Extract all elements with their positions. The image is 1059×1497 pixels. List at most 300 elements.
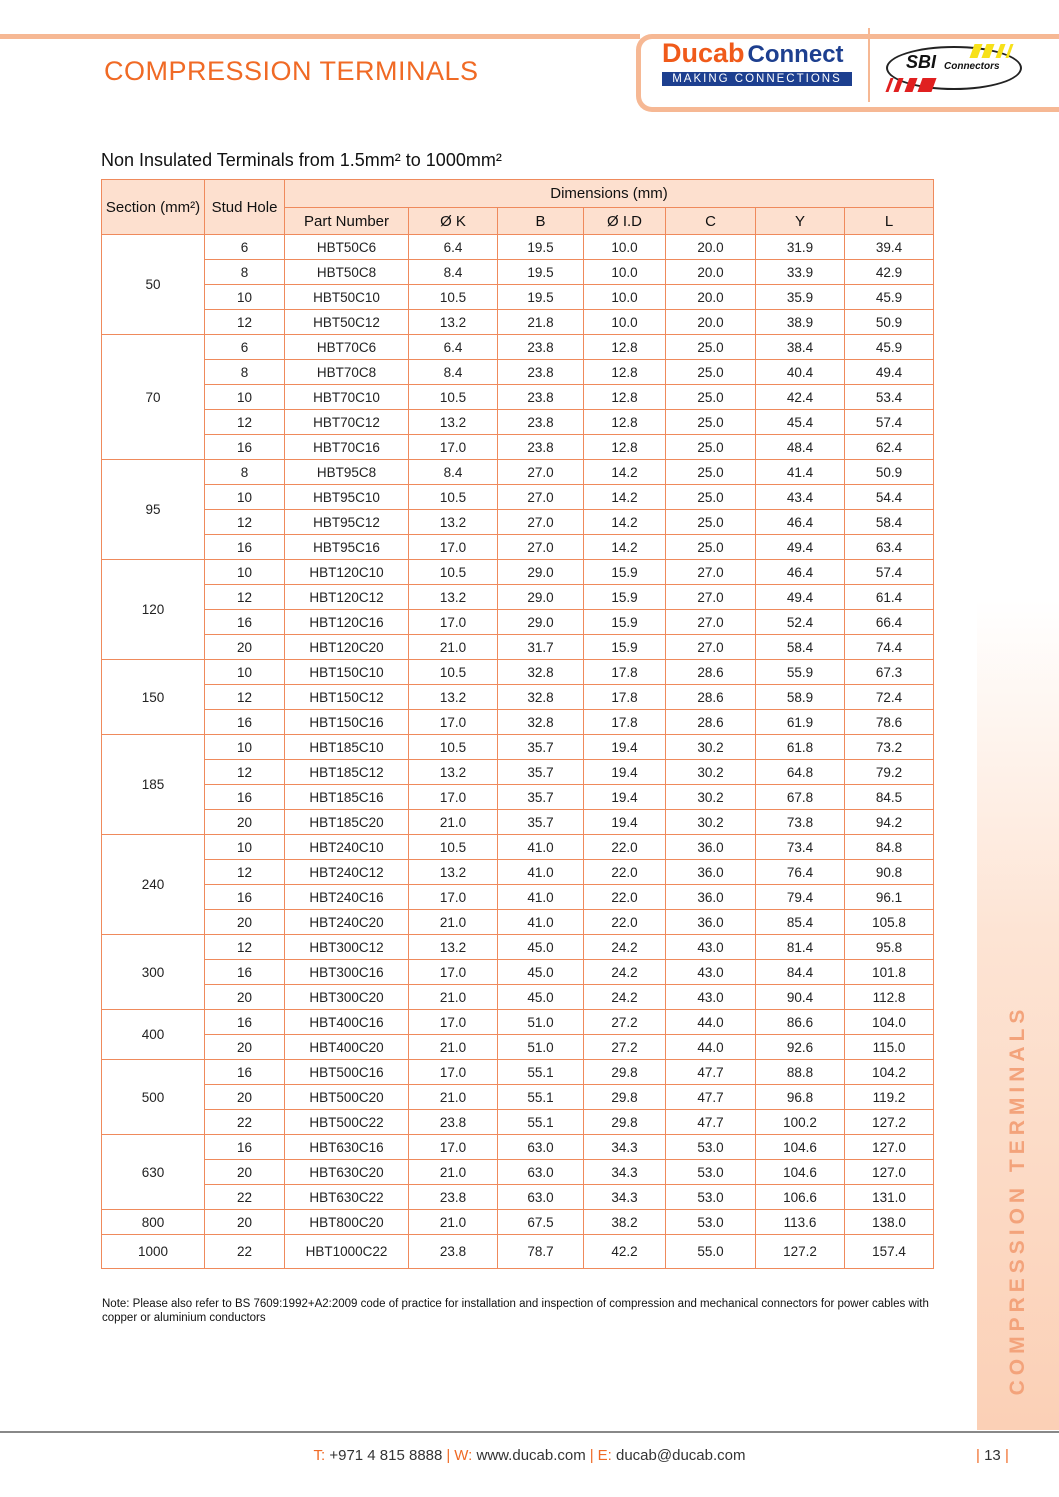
cell-l: 101.8 <box>845 960 934 985</box>
cell-k: 17.0 <box>409 1135 498 1160</box>
cell-y: 43.4 <box>756 485 845 510</box>
cell-k: 17.0 <box>409 535 498 560</box>
cell-stud-hole: 12 <box>205 685 285 710</box>
page-number-value: 13 <box>984 1447 1001 1464</box>
connect-logo-word: Connect <box>747 41 844 68</box>
cell-stud-hole: 10 <box>205 385 285 410</box>
table-row <box>102 710 934 735</box>
page-number: | 13 | <box>976 1447 1009 1464</box>
cell-y: 100.2 <box>756 1110 845 1135</box>
cell-b: 27.0 <box>498 510 584 535</box>
cell-stud-hole: 20 <box>205 1035 285 1060</box>
cell-y: 81.4 <box>756 935 845 960</box>
cell-k: 23.8 <box>409 1110 498 1135</box>
cell-id: 42.2 <box>584 1235 666 1269</box>
cell-l: 115.0 <box>845 1035 934 1060</box>
cell-k: 17.0 <box>409 1010 498 1035</box>
cell-section: 150 <box>102 660 205 735</box>
cell-l: 45.9 <box>845 335 934 360</box>
cell-section: 70 <box>102 335 205 460</box>
cell-k: 17.0 <box>409 1060 498 1085</box>
ducab-tagline: MAKING CONNECTIONS <box>662 72 852 86</box>
cell-part-number: HBT120C12 <box>285 585 409 610</box>
header-dimensions: Dimensions (mm) <box>285 180 934 208</box>
cell-stud-hole: 8 <box>205 360 285 385</box>
cell-b: 51.0 <box>498 1010 584 1035</box>
cell-id: 34.3 <box>584 1185 666 1210</box>
cell-part-number: HBT120C16 <box>285 610 409 635</box>
cell-k: 17.0 <box>409 785 498 810</box>
cell-k: 13.2 <box>409 860 498 885</box>
table-row <box>102 935 934 960</box>
cell-y: 79.4 <box>756 885 845 910</box>
header-part-number: Part Number <box>285 208 409 235</box>
table-row <box>102 585 934 610</box>
cell-part-number: HBT70C16 <box>285 435 409 460</box>
cell-k: 21.0 <box>409 810 498 835</box>
cell-b: 27.0 <box>498 460 584 485</box>
sbi-logo-sub: Connectors <box>944 61 1000 72</box>
cell-y: 41.4 <box>756 460 845 485</box>
cell-b: 19.5 <box>498 235 584 260</box>
cell-y: 73.4 <box>756 835 845 860</box>
cell-id: 27.2 <box>584 1010 666 1035</box>
cell-stud-hole: 22 <box>205 1110 285 1135</box>
cell-section: 50 <box>102 235 205 335</box>
cell-l: 67.3 <box>845 660 934 685</box>
header-b: B <box>498 208 584 235</box>
cell-k: 10.5 <box>409 285 498 310</box>
cell-b: 51.0 <box>498 1035 584 1060</box>
table-row <box>102 1185 934 1210</box>
cell-section: 95 <box>102 460 205 560</box>
cell-id: 22.0 <box>584 835 666 860</box>
cell-id: 17.8 <box>584 685 666 710</box>
cell-k: 21.0 <box>409 985 498 1010</box>
table-row <box>102 1160 934 1185</box>
cell-part-number: HBT630C20 <box>285 1160 409 1185</box>
cell-c: 36.0 <box>666 910 756 935</box>
cell-l: 73.2 <box>845 735 934 760</box>
ducab-logo-word: Ducab <box>662 38 745 68</box>
cell-y: 73.8 <box>756 810 845 835</box>
cell-stud-hole: 12 <box>205 935 285 960</box>
cell-c: 25.0 <box>666 410 756 435</box>
cell-k: 21.0 <box>409 1160 498 1185</box>
sbi-stripe-icon <box>885 78 893 92</box>
cell-id: 24.2 <box>584 985 666 1010</box>
cell-k: 10.5 <box>409 485 498 510</box>
cell-k: 17.0 <box>409 610 498 635</box>
cell-c: 43.0 <box>666 960 756 985</box>
cell-section: 400 <box>102 1010 205 1060</box>
cell-l: 50.9 <box>845 460 934 485</box>
web-label: W: <box>454 1447 473 1464</box>
cell-l: 62.4 <box>845 435 934 460</box>
table-row <box>102 885 934 910</box>
cell-id: 34.3 <box>584 1135 666 1160</box>
cell-y: 48.4 <box>756 435 845 460</box>
header-c: C <box>666 208 756 235</box>
cell-c: 25.0 <box>666 385 756 410</box>
cell-section: 300 <box>102 935 205 1010</box>
cell-l: 105.8 <box>845 910 934 935</box>
cell-b: 67.5 <box>498 1210 584 1235</box>
cell-l: 157.4 <box>845 1235 934 1269</box>
cell-id: 10.0 <box>584 260 666 285</box>
tel-value: +971 4 815 8888 <box>329 1447 443 1464</box>
cell-y: 40.4 <box>756 360 845 385</box>
cell-part-number: HBT50C10 <box>285 285 409 310</box>
cell-id: 17.8 <box>584 660 666 685</box>
cell-id: 24.2 <box>584 935 666 960</box>
cell-stud-hole: 10 <box>205 735 285 760</box>
cell-b: 23.8 <box>498 335 584 360</box>
cell-y: 49.4 <box>756 585 845 610</box>
table-row <box>102 1110 934 1135</box>
cell-y: 67.8 <box>756 785 845 810</box>
cell-section: 240 <box>102 835 205 935</box>
cell-stud-hole: 12 <box>205 410 285 435</box>
cell-l: 78.6 <box>845 710 934 735</box>
header-k: Ø K <box>409 208 498 235</box>
cell-l: 119.2 <box>845 1085 934 1110</box>
cell-b: 19.5 <box>498 285 584 310</box>
cell-c: 30.2 <box>666 810 756 835</box>
cell-y: 46.4 <box>756 560 845 585</box>
cell-k: 13.2 <box>409 510 498 535</box>
cell-k: 21.0 <box>409 1035 498 1060</box>
sbi-logo-name: SBI <box>906 52 937 72</box>
cell-c: 20.0 <box>666 285 756 310</box>
cell-y: 58.9 <box>756 685 845 710</box>
cell-b: 27.0 <box>498 535 584 560</box>
cell-b: 41.0 <box>498 885 584 910</box>
cell-y: 64.8 <box>756 760 845 785</box>
cell-l: 50.9 <box>845 310 934 335</box>
cell-part-number: HBT500C16 <box>285 1060 409 1085</box>
cell-b: 21.8 <box>498 310 584 335</box>
cell-id: 15.9 <box>584 585 666 610</box>
cell-y: 76.4 <box>756 860 845 885</box>
email-link[interactable]: ducab@ducab.com <box>616 1447 746 1464</box>
cell-id: 19.4 <box>584 760 666 785</box>
cell-k: 23.8 <box>409 1235 498 1269</box>
cell-b: 27.0 <box>498 485 584 510</box>
cell-b: 23.8 <box>498 360 584 385</box>
table-row <box>102 460 934 485</box>
cell-b: 35.7 <box>498 810 584 835</box>
cell-id: 19.4 <box>584 810 666 835</box>
cell-l: 58.4 <box>845 510 934 535</box>
cell-l: 53.4 <box>845 385 934 410</box>
cell-c: 25.0 <box>666 460 756 485</box>
cell-stud-hole: 20 <box>205 910 285 935</box>
cell-k: 17.0 <box>409 710 498 735</box>
cell-c: 25.0 <box>666 485 756 510</box>
cell-id: 17.8 <box>584 710 666 735</box>
cell-b: 55.1 <box>498 1110 584 1135</box>
table-row <box>102 810 934 835</box>
side-label: COMPRESSION TERMINALS <box>1006 1004 1029 1396</box>
cell-l: 72.4 <box>845 685 934 710</box>
cell-k: 10.5 <box>409 835 498 860</box>
cell-y: 61.9 <box>756 710 845 735</box>
cell-k: 13.2 <box>409 310 498 335</box>
cell-c: 53.0 <box>666 1160 756 1185</box>
cell-c: 30.2 <box>666 785 756 810</box>
footer-rule <box>0 1431 1059 1433</box>
cell-stud-hole: 12 <box>205 585 285 610</box>
cell-stud-hole: 10 <box>205 660 285 685</box>
cell-y: 85.4 <box>756 910 845 935</box>
cell-part-number: HBT50C12 <box>285 310 409 335</box>
cell-b: 23.8 <box>498 385 584 410</box>
cell-stud-hole: 10 <box>205 485 285 510</box>
cell-k: 17.0 <box>409 960 498 985</box>
cell-section: 1000 <box>102 1235 205 1269</box>
cell-c: 47.7 <box>666 1085 756 1110</box>
cell-stud-hole: 20 <box>205 810 285 835</box>
cell-stud-hole: 16 <box>205 1060 285 1085</box>
cell-section: 800 <box>102 1210 205 1235</box>
cell-c: 28.6 <box>666 710 756 735</box>
cell-id: 24.2 <box>584 960 666 985</box>
cell-id: 27.2 <box>584 1035 666 1060</box>
logo-divider <box>868 28 870 102</box>
cell-part-number: HBT400C20 <box>285 1035 409 1060</box>
cell-part-number: HBT150C16 <box>285 710 409 735</box>
cell-l: 84.8 <box>845 835 934 860</box>
cell-id: 22.0 <box>584 860 666 885</box>
footnote: Note: Please also refer to BS 7609:1992+A2:2009 code of practice for installation and inspection of compression and mechanical connectors for power cables with copper or aluminium conductors <box>102 1298 929 1324</box>
cell-b: 35.7 <box>498 760 584 785</box>
cell-c: 25.0 <box>666 335 756 360</box>
cell-stud-hole: 22 <box>205 1185 285 1210</box>
cell-y: 113.6 <box>756 1210 845 1235</box>
cell-part-number: HBT240C20 <box>285 910 409 935</box>
cell-c: 36.0 <box>666 885 756 910</box>
table-subtitle: Non Insulated Terminals from 1.5mm² to 1000mm² <box>101 150 502 170</box>
cell-part-number: HBT120C20 <box>285 635 409 660</box>
cell-c: 36.0 <box>666 835 756 860</box>
page-title: COMPRESSION TERMINALS <box>104 56 479 86</box>
cell-id: 12.8 <box>584 435 666 460</box>
cell-k: 21.0 <box>409 1210 498 1235</box>
ducab-logo-name <box>662 38 858 70</box>
cell-k: 13.2 <box>409 585 498 610</box>
header-id: Ø I.D <box>584 208 666 235</box>
cell-stud-hole: 20 <box>205 635 285 660</box>
tel-label: T: <box>313 1447 326 1464</box>
cell-part-number: HBT70C6 <box>285 335 409 360</box>
header-y: Y <box>756 208 845 235</box>
cell-c: 43.0 <box>666 985 756 1010</box>
cell-id: 29.8 <box>584 1110 666 1135</box>
cell-b: 41.0 <box>498 835 584 860</box>
cell-part-number: HBT120C10 <box>285 560 409 585</box>
cell-id: 12.8 <box>584 360 666 385</box>
footer-sep: | <box>446 1447 451 1464</box>
cell-c: 36.0 <box>666 860 756 885</box>
table-row <box>102 485 934 510</box>
table-row <box>102 1035 934 1060</box>
cell-id: 10.0 <box>584 310 666 335</box>
cell-b: 29.0 <box>498 610 584 635</box>
cell-l: 45.9 <box>845 285 934 310</box>
cell-stud-hole: 16 <box>205 1135 285 1160</box>
cell-part-number: HBT240C12 <box>285 860 409 885</box>
cell-part-number: HBT150C10 <box>285 660 409 685</box>
cell-stud-hole: 20 <box>205 1160 285 1185</box>
cell-l: 112.8 <box>845 985 934 1010</box>
cell-stud-hole: 20 <box>205 1210 285 1235</box>
cell-k: 10.5 <box>409 560 498 585</box>
table-row <box>102 260 934 285</box>
cell-part-number: HBT185C10 <box>285 735 409 760</box>
cell-part-number: HBT800C20 <box>285 1210 409 1235</box>
cell-l: 127.0 <box>845 1135 934 1160</box>
cell-b: 35.7 <box>498 735 584 760</box>
cell-k: 13.2 <box>409 760 498 785</box>
cell-part-number: HBT50C6 <box>285 235 409 260</box>
cell-part-number: HBT70C8 <box>285 360 409 385</box>
cell-k: 10.5 <box>409 735 498 760</box>
cell-part-number: HBT95C10 <box>285 485 409 510</box>
table-row <box>102 985 934 1010</box>
cell-stud-hole: 20 <box>205 985 285 1010</box>
cell-c: 25.0 <box>666 510 756 535</box>
cell-c: 44.0 <box>666 1035 756 1060</box>
cell-l: 74.4 <box>845 635 934 660</box>
cell-c: 53.0 <box>666 1135 756 1160</box>
cell-k: 13.2 <box>409 935 498 960</box>
cell-k: 13.2 <box>409 685 498 710</box>
table-row <box>102 335 934 360</box>
cell-id: 14.2 <box>584 460 666 485</box>
cell-part-number: HBT300C12 <box>285 935 409 960</box>
cell-stud-hole: 16 <box>205 1010 285 1035</box>
cell-c: 53.0 <box>666 1185 756 1210</box>
cell-id: 12.8 <box>584 335 666 360</box>
email-label: E: <box>597 1447 612 1464</box>
cell-y: 86.6 <box>756 1010 845 1035</box>
cell-part-number: HBT70C12 <box>285 410 409 435</box>
cell-l: 127.2 <box>845 1110 934 1135</box>
cell-stud-hole: 16 <box>205 535 285 560</box>
cell-l: 131.0 <box>845 1185 934 1210</box>
cell-section: 500 <box>102 1060 205 1135</box>
cell-k: 17.0 <box>409 435 498 460</box>
table-row <box>102 560 934 585</box>
cell-c: 25.0 <box>666 360 756 385</box>
cell-section: 185 <box>102 735 205 835</box>
cell-stud-hole: 20 <box>205 1085 285 1110</box>
cell-l: 138.0 <box>845 1210 934 1235</box>
cell-part-number: HBT300C16 <box>285 960 409 985</box>
table-row <box>102 1235 934 1269</box>
cell-k: 6.4 <box>409 335 498 360</box>
cell-l: 79.2 <box>845 760 934 785</box>
cell-id: 29.8 <box>584 1085 666 1110</box>
cell-stud-hole: 12 <box>205 760 285 785</box>
table-row <box>102 435 934 460</box>
cell-id: 19.4 <box>584 785 666 810</box>
cell-k: 21.0 <box>409 1085 498 1110</box>
table-row <box>102 310 934 335</box>
cell-l: 94.2 <box>845 810 934 835</box>
cell-c: 30.2 <box>666 760 756 785</box>
cell-b: 55.1 <box>498 1060 584 1085</box>
cell-b: 78.7 <box>498 1235 584 1269</box>
cell-l: 54.4 <box>845 485 934 510</box>
cell-part-number: HBT185C16 <box>285 785 409 810</box>
web-link[interactable]: www.ducab.com <box>476 1447 586 1464</box>
cell-c: 30.2 <box>666 735 756 760</box>
cell-c: 28.6 <box>666 685 756 710</box>
cell-l: 49.4 <box>845 360 934 385</box>
cell-k: 8.4 <box>409 260 498 285</box>
cell-b: 55.1 <box>498 1085 584 1110</box>
cell-b: 29.0 <box>498 560 584 585</box>
table-row <box>102 285 934 310</box>
table-row <box>102 785 934 810</box>
cell-k: 23.8 <box>409 1185 498 1210</box>
cell-k: 21.0 <box>409 910 498 935</box>
cell-y: 31.9 <box>756 235 845 260</box>
cell-c: 27.0 <box>666 585 756 610</box>
cell-stud-hole: 16 <box>205 710 285 735</box>
header-stud-hole: Stud Hole <box>205 180 285 235</box>
cell-y: 96.8 <box>756 1085 845 1110</box>
cell-c: 43.0 <box>666 935 756 960</box>
cell-y: 104.6 <box>756 1160 845 1185</box>
cell-stud-hole: 8 <box>205 460 285 485</box>
cell-part-number: HBT50C8 <box>285 260 409 285</box>
cell-c: 20.0 <box>666 235 756 260</box>
cell-id: 22.0 <box>584 885 666 910</box>
cell-y: 90.4 <box>756 985 845 1010</box>
cell-id: 14.2 <box>584 510 666 535</box>
cell-stud-hole: 6 <box>205 335 285 360</box>
cell-stud-hole: 8 <box>205 260 285 285</box>
cell-c: 27.0 <box>666 635 756 660</box>
cell-stud-hole: 22 <box>205 1235 285 1269</box>
cell-id: 29.8 <box>584 1060 666 1085</box>
cell-id: 12.8 <box>584 410 666 435</box>
cell-b: 63.0 <box>498 1185 584 1210</box>
cell-id: 15.9 <box>584 610 666 635</box>
cell-id: 34.3 <box>584 1160 666 1185</box>
cell-id: 15.9 <box>584 635 666 660</box>
cell-y: 104.6 <box>756 1135 845 1160</box>
cell-stud-hole: 6 <box>205 235 285 260</box>
table-row <box>102 960 934 985</box>
cell-y: 84.4 <box>756 960 845 985</box>
cell-k: 8.4 <box>409 360 498 385</box>
cell-stud-hole: 16 <box>205 960 285 985</box>
cell-k: 17.0 <box>409 885 498 910</box>
footer-contact <box>0 1447 1059 1464</box>
sbi-logo <box>880 38 1030 98</box>
cell-part-number: HBT500C22 <box>285 1110 409 1135</box>
table-row <box>102 410 934 435</box>
cell-b: 45.0 <box>498 935 584 960</box>
cell-c: 27.0 <box>666 610 756 635</box>
header-section: Section (mm²) <box>102 180 205 235</box>
ducab-logo <box>662 38 858 86</box>
cell-y: 58.4 <box>756 635 845 660</box>
